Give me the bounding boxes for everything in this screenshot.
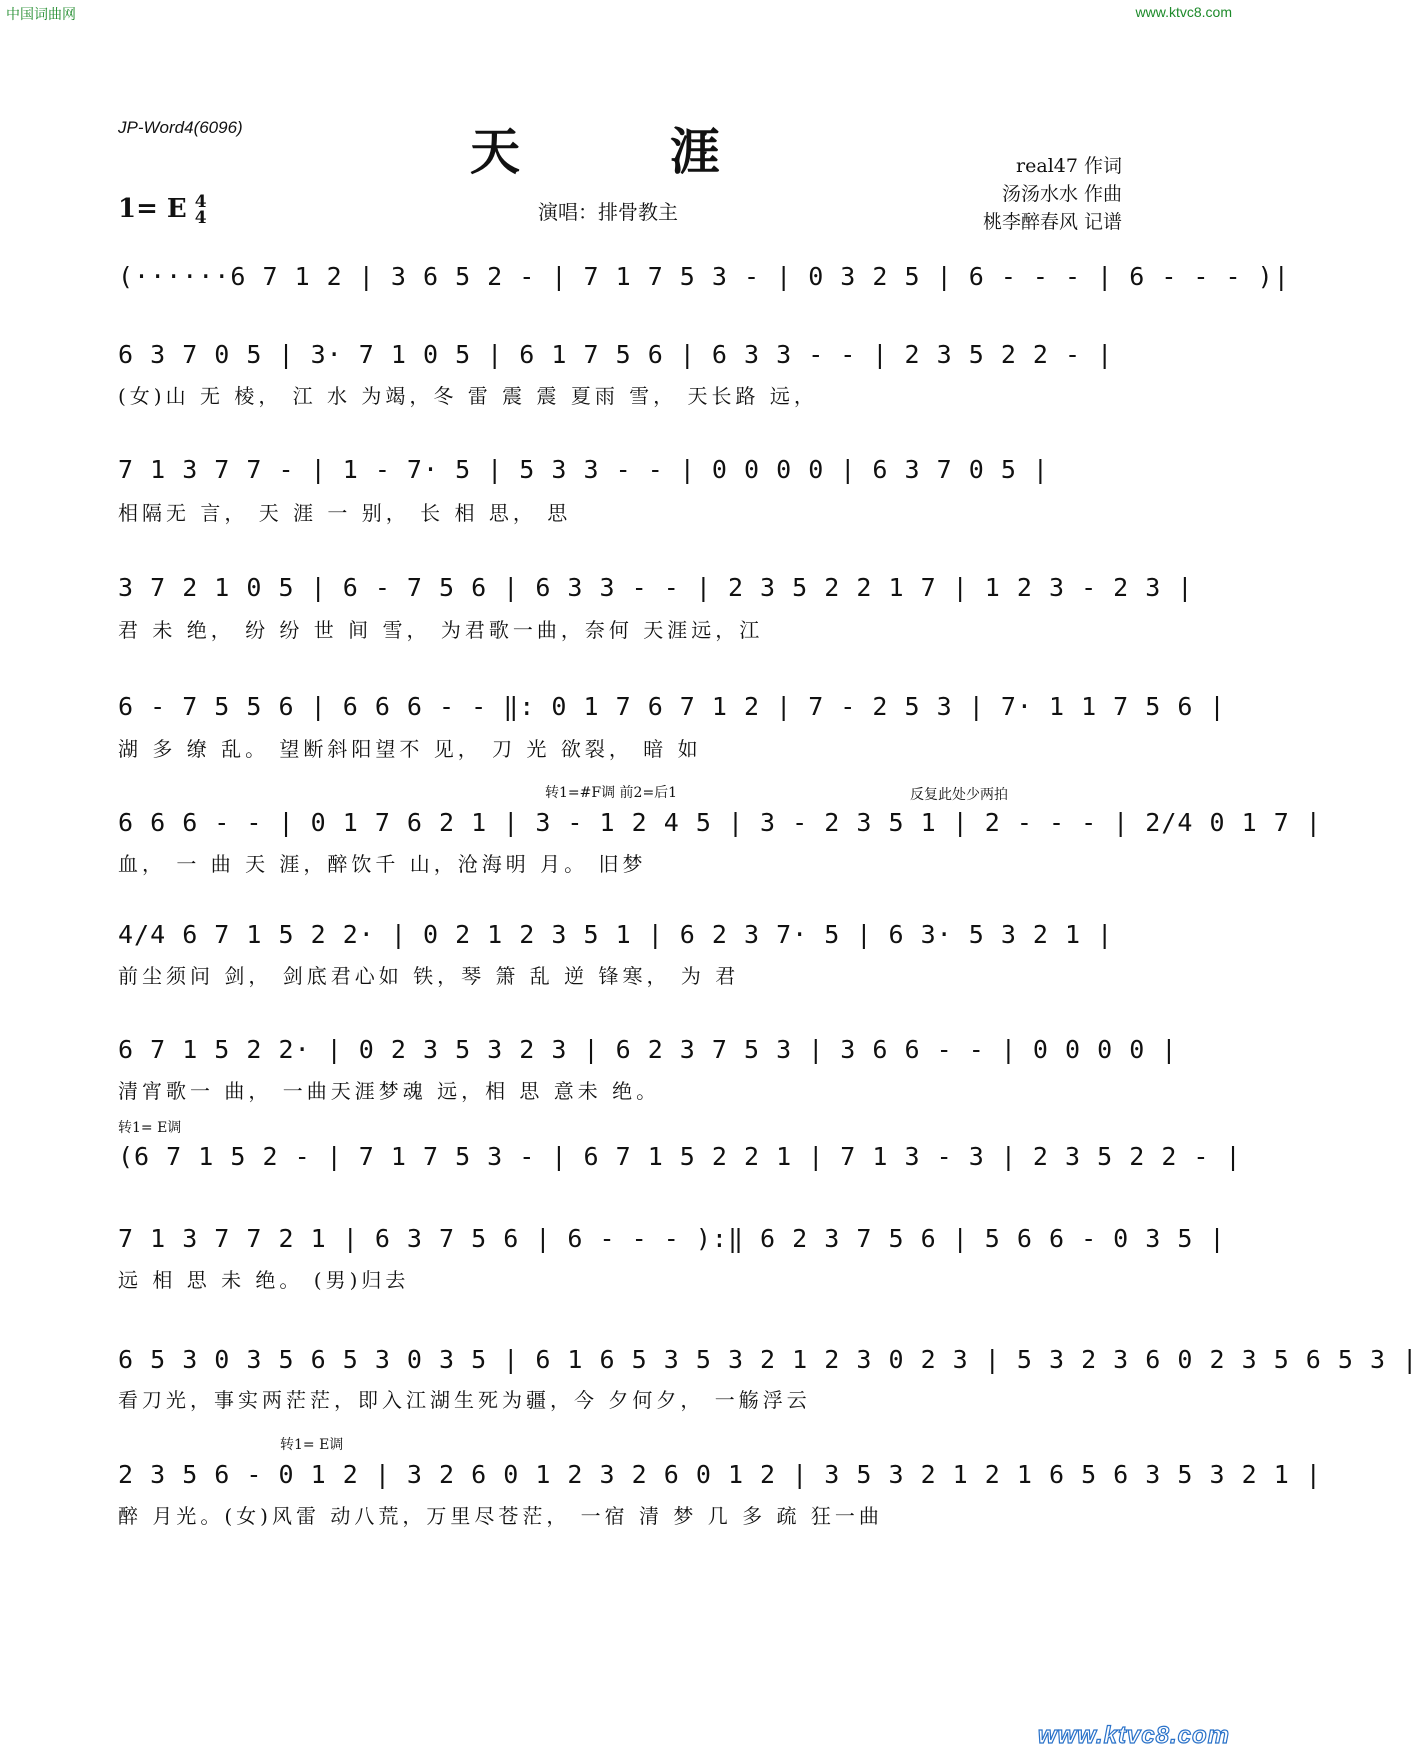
singer-credit: 演唱：排骨教主 xyxy=(538,200,678,224)
time-top: 4 xyxy=(194,192,207,212)
score-line-9-notes: (6 7 1 5 2 - | 7 1 7 5 3 - | 6 7 1 5 2 2 1 | 7 1 3 - 3 | 2 3 5 2 2 - | xyxy=(118,1142,1242,1171)
score-line-11-notes: 6 5 3 0 3 5 6 5 3 0 3 5 | 6 1 6 5 3 5 3 2 1 2 3 0 2 3 | 5 3 2 3 6 0 2 3 5 6 5 3 | xyxy=(118,1345,1418,1374)
key-label: 1= E xyxy=(118,194,187,224)
score-line-7-notes: 4/4 6 7 1 5 2 2· | 0 2 1 2 3 5 1 | 6 2 3 7· 5 | 6 3· 5 3 2 1 | xyxy=(118,920,1114,949)
score-line-2-notes: 6 3 7 0 5 | 3· 7 1 0 5 | 6 1 7 5 6 | 6 3 3 - - | 2 3 5 2 2 - | xyxy=(118,340,1114,369)
footer-watermark: www.ktvc8.com xyxy=(1037,1722,1230,1749)
score-line-5-notes: 6 - 7 5 5 6 | 6 6 6 - - ‖: 0 1 7 6 7 1 2 | 7 - 2 5 3 | 7· 1 1 7 5 6 | xyxy=(118,692,1226,721)
key-change-annotation-1: 转1=#F调 前2=后1 xyxy=(545,785,678,801)
song-title: 天涯 xyxy=(470,122,870,181)
score-line-6-notes: 6 6 6 - - | 0 1 7 6 2 1 | 3 - 1 2 4 5 | 3 - 2 3 5 1 | 2 - - - | 2/4 0 1 7 | xyxy=(118,808,1322,837)
score-line-3-lyrics: 相隔无 言， 天 涯 一 别， 长 相 思， 思 xyxy=(118,501,572,525)
key-signature xyxy=(118,194,207,226)
time-bottom: 4 xyxy=(194,208,207,228)
key-change-annotation-2: 转1= E调 xyxy=(118,1120,182,1136)
score-line-5-lyrics: 湖 多 缭 乱。 望断斜阳望不 见， 刀 光 欲裂， 暗 如 xyxy=(118,737,702,761)
repeat-annotation: 反复此处少两拍 xyxy=(910,787,1008,803)
score-line-4-lyrics: 君 未 绝， 纷 纷 世 间 雪， 为君歌一曲，奈何 天涯远，江 xyxy=(118,618,764,642)
score-line-4-notes: 3 7 2 1 0 5 | 6 - 7 5 6 | 6 3 3 - - | 2 3 5 2 2 1 7 | 1 2 3 - 2 3 | xyxy=(118,573,1194,602)
score-line-1-notes: (······6 7 1 2 | 3 6 5 2 - | 7 1 7 5 3 - | 0 3 2 5 | 6 - - - | 6 - - - )| xyxy=(118,262,1290,291)
score-line-10-notes: 7 1 3 7 7 2 1 | 6 3 7 5 6 | 6 - - - ):‖ 6 2 3 7 5 6 | 5 6 6 - 0 3 5 | xyxy=(118,1224,1226,1253)
score-line-3-notes: 7 1 3 7 7 - | 1 - 7· 5 | 5 3 3 - - | 0 0 0 0 | 6 3 7 0 5 | xyxy=(118,455,1049,484)
score-line-11-lyrics: 看刀光，事实两茫茫，即入江湖生死为疆，今 夕何夕， 一觞浮云 xyxy=(118,1388,811,1412)
score-line-6-lyrics: 血， 一 曲 天 涯，醉饮千 山，沧海明 月。 旧梦 xyxy=(118,852,647,876)
composer-credit: 汤汤水水 作曲 xyxy=(1001,183,1122,205)
software-label: JP-Word4(6096) xyxy=(118,118,243,137)
score-line-8-notes: 6 7 1 5 2 2· | 0 2 3 5 3 2 3 | 6 2 3 7 5 3 | 3 6 6 - - | 0 0 0 0 | xyxy=(118,1035,1178,1064)
score-line-12-lyrics: 醉 月光。(女)风雷 动八荒，万里尽苍茫， 一宿 清 梦 几 多 疏 狂一曲 xyxy=(118,1504,883,1528)
score-line-2-lyrics: (女)山 无 棱， 江 水 为竭，冬 雷 震 震 夏雨 雪， 天长路 远， xyxy=(118,384,818,408)
transcriber-credit: 桃李醉春风 记谱 xyxy=(982,211,1122,233)
score-line-8-lyrics: 清宵歌一 曲， 一曲天涯梦魂 远，相 思 意未 绝。 xyxy=(118,1079,661,1103)
lyricist-credit: real47 作词 xyxy=(1016,155,1122,177)
score-line-10-lyrics: 远 相 思 未 绝。 (男)归去 xyxy=(118,1268,410,1292)
key-change-annotation-3: 转1= E调 xyxy=(280,1437,344,1453)
credits-block xyxy=(983,152,1122,236)
time-signature xyxy=(195,194,207,226)
site-name-left: 中国词曲网 xyxy=(6,6,76,22)
score-line-7-lyrics: 前尘须问 剑， 剑底君心如 铁，琴 箫 乱 逆 锋寒， 为 君 xyxy=(118,964,740,988)
site-url-right: www.ktvc8.com xyxy=(1135,4,1232,20)
score-line-12-notes: 2 3 5 6 - 0 1 2 | 3 2 6 0 1 2 3 2 6 0 1 2 | 3 5 3 2 1 2 1 6 5 6 3 5 3 2 1 | xyxy=(118,1460,1322,1489)
